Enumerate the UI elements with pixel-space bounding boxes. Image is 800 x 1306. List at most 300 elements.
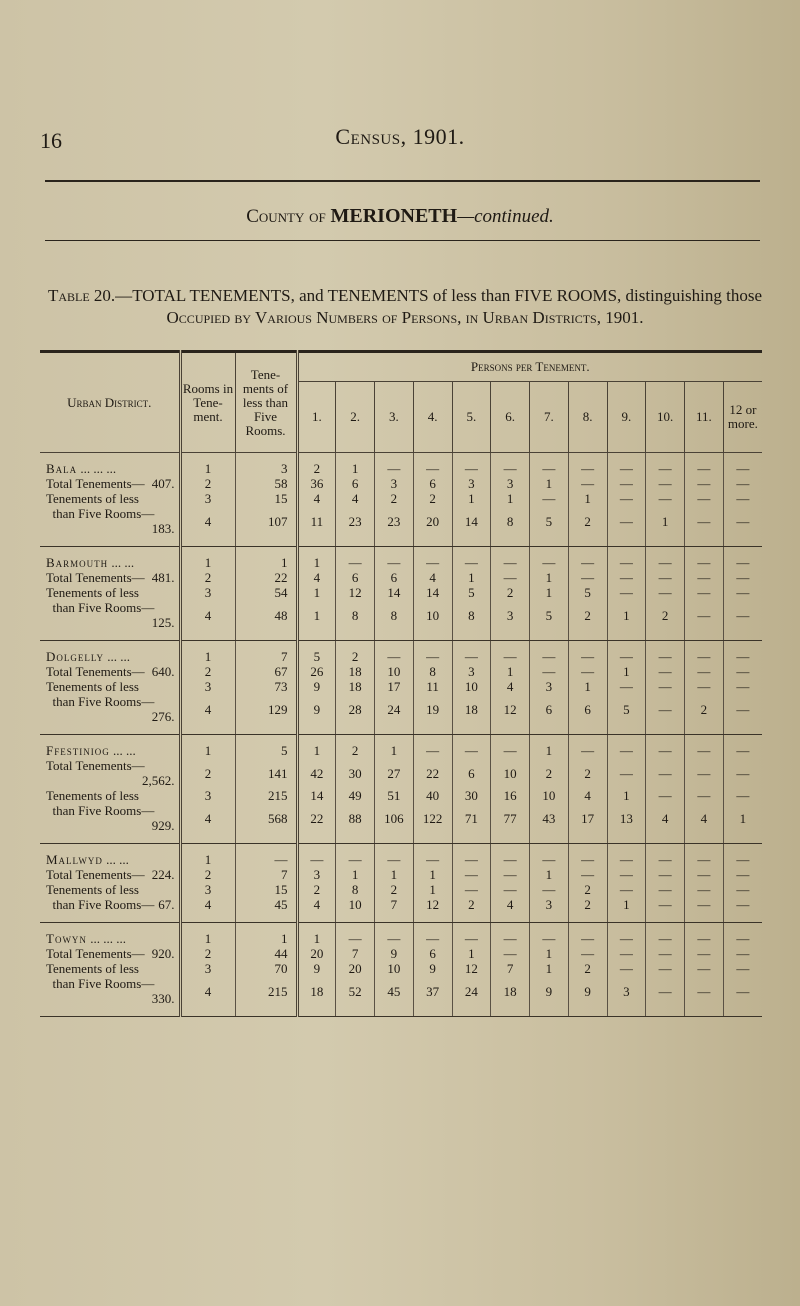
county-prefix: County of bbox=[246, 206, 326, 227]
persons-cell: 52 bbox=[336, 976, 375, 1017]
district-cell bbox=[40, 735, 180, 759]
persons-cell: 40 bbox=[413, 788, 452, 803]
header-persons-11: 11. bbox=[685, 382, 724, 453]
tenements-cell: 107 bbox=[235, 506, 297, 547]
rooms-cell: 3 bbox=[180, 679, 235, 694]
persons-cell: — bbox=[646, 961, 685, 976]
persons-cell: 1 bbox=[413, 882, 452, 897]
persons-cell: 8 bbox=[336, 600, 375, 641]
persons-cell: 1 bbox=[723, 803, 762, 844]
leader-dots: ... ... bbox=[106, 852, 129, 867]
persons-cell: 1 bbox=[607, 664, 646, 679]
less-label: Tenements of less bbox=[46, 585, 139, 600]
district-cell bbox=[40, 641, 180, 665]
table-row bbox=[40, 585, 762, 600]
persons-cell: — bbox=[530, 923, 569, 947]
header-persons-7: 7. bbox=[530, 382, 569, 453]
persons-cell: 8 bbox=[413, 664, 452, 679]
tenements-cell: 22 bbox=[235, 570, 297, 585]
persons-cell: — bbox=[336, 547, 375, 571]
rooms-cell: 3 bbox=[180, 788, 235, 803]
rooms-cell: 4 bbox=[180, 803, 235, 844]
less-than-five-total: 183. bbox=[151, 521, 175, 536]
persons-cell: 88 bbox=[336, 803, 375, 844]
district-cell bbox=[40, 976, 180, 1017]
persons-cell: 1 bbox=[607, 788, 646, 803]
persons-cell: 1 bbox=[297, 735, 336, 759]
persons-cell: — bbox=[646, 679, 685, 694]
persons-cell: 2 bbox=[568, 758, 607, 788]
persons-cell: — bbox=[685, 641, 724, 665]
persons-cell: 4 bbox=[297, 570, 336, 585]
county-name: MERIONETH bbox=[330, 205, 458, 227]
persons-cell: 11 bbox=[413, 679, 452, 694]
header-persons-10: 10. bbox=[646, 382, 685, 453]
persons-cell: 1 bbox=[413, 867, 452, 882]
persons-cell: — bbox=[491, 453, 530, 477]
persons-cell: 20 bbox=[413, 506, 452, 547]
persons-cell: 2 bbox=[452, 897, 491, 923]
persons-cell: — bbox=[646, 476, 685, 491]
persons-cell: — bbox=[685, 897, 724, 923]
persons-cell: 9 bbox=[297, 679, 336, 694]
district-cell bbox=[40, 694, 180, 735]
persons-cell: 2 bbox=[491, 585, 530, 600]
persons-cell: 4 bbox=[297, 491, 336, 506]
persons-cell: — bbox=[530, 491, 569, 506]
persons-cell: — bbox=[646, 923, 685, 947]
persons-cell: — bbox=[452, 923, 491, 947]
table-row bbox=[40, 882, 762, 897]
persons-cell: 30 bbox=[452, 788, 491, 803]
persons-cell: — bbox=[685, 844, 724, 868]
district-cell bbox=[40, 506, 180, 547]
district-cell bbox=[40, 758, 180, 788]
persons-cell: — bbox=[646, 735, 685, 759]
persons-cell: 122 bbox=[413, 803, 452, 844]
persons-cell: — bbox=[723, 976, 762, 1017]
persons-cell: 1 bbox=[375, 735, 414, 759]
persons-cell: — bbox=[646, 453, 685, 477]
persons-cell: — bbox=[568, 923, 607, 947]
header-persons-5: 5. bbox=[452, 382, 491, 453]
persons-cell: — bbox=[646, 641, 685, 665]
persons-cell: 12 bbox=[491, 694, 530, 735]
persons-cell: — bbox=[685, 923, 724, 947]
persons-cell: 1 bbox=[646, 506, 685, 547]
persons-cell: 1 bbox=[568, 679, 607, 694]
persons-cell: 18 bbox=[297, 976, 336, 1017]
persons-cell: 13 bbox=[607, 803, 646, 844]
persons-cell: — bbox=[491, 570, 530, 585]
table-row bbox=[40, 923, 762, 947]
tenements-cell: 141 bbox=[235, 758, 297, 788]
less-label: than Five Rooms— bbox=[52, 803, 155, 818]
header-tenements: Tene-ments of less than Five Rooms. bbox=[235, 352, 297, 453]
persons-cell: — bbox=[646, 788, 685, 803]
table-row bbox=[40, 803, 762, 844]
table-row bbox=[40, 506, 762, 547]
persons-cell: 14 bbox=[375, 585, 414, 600]
table-row bbox=[40, 694, 762, 735]
persons-cell: 8 bbox=[336, 882, 375, 897]
district-name: Ffestiniog bbox=[46, 743, 110, 758]
district-cell bbox=[40, 570, 180, 585]
persons-cell: — bbox=[646, 946, 685, 961]
persons-cell: 2 bbox=[568, 882, 607, 897]
total-label: Total Tenements— bbox=[46, 570, 145, 585]
persons-cell: — bbox=[413, 641, 452, 665]
persons-cell: — bbox=[685, 476, 724, 491]
persons-cell: 3 bbox=[452, 664, 491, 679]
tenements-cell: 7 bbox=[235, 867, 297, 882]
persons-cell: — bbox=[723, 923, 762, 947]
persons-cell: 2 bbox=[375, 491, 414, 506]
persons-cell: — bbox=[685, 735, 724, 759]
persons-cell: 20 bbox=[336, 961, 375, 976]
persons-cell: 4 bbox=[297, 897, 336, 923]
persons-cell: — bbox=[607, 735, 646, 759]
table-row bbox=[40, 961, 762, 976]
district-cell bbox=[40, 803, 180, 844]
tenements-cell: 15 bbox=[235, 882, 297, 897]
persons-cell: — bbox=[336, 844, 375, 868]
persons-cell: 49 bbox=[336, 788, 375, 803]
persons-cell: 14 bbox=[297, 788, 336, 803]
persons-cell: — bbox=[685, 506, 724, 547]
persons-cell: — bbox=[452, 547, 491, 571]
persons-cell: — bbox=[530, 547, 569, 571]
persons-cell: — bbox=[723, 961, 762, 976]
table-row bbox=[40, 897, 762, 923]
page-number: 16 bbox=[40, 128, 62, 153]
tenements-table bbox=[40, 350, 762, 1017]
total-tenements: 224. bbox=[151, 867, 175, 882]
persons-cell: 18 bbox=[336, 679, 375, 694]
persons-cell: — bbox=[723, 735, 762, 759]
persons-cell: — bbox=[685, 946, 724, 961]
persons-cell: 6 bbox=[413, 946, 452, 961]
persons-cell: — bbox=[685, 758, 724, 788]
persons-cell: 26 bbox=[297, 664, 336, 679]
district-cell bbox=[40, 923, 180, 947]
persons-cell: 22 bbox=[297, 803, 336, 844]
persons-cell: — bbox=[413, 735, 452, 759]
persons-cell: 1 bbox=[530, 735, 569, 759]
persons-cell: 1 bbox=[297, 600, 336, 641]
tenements-cell: 70 bbox=[235, 961, 297, 976]
persons-cell: 24 bbox=[375, 694, 414, 735]
persons-cell: 2 bbox=[568, 897, 607, 923]
persons-cell: — bbox=[723, 694, 762, 735]
persons-cell: 10 bbox=[452, 679, 491, 694]
persons-cell: 23 bbox=[336, 506, 375, 547]
persons-cell: — bbox=[723, 600, 762, 641]
district-cell bbox=[40, 491, 180, 506]
total-tenements: 407. bbox=[151, 476, 175, 491]
running-head: Census, 1901. bbox=[335, 124, 465, 149]
header-persons-4: 4. bbox=[413, 382, 452, 453]
table-title bbox=[40, 285, 770, 329]
persons-cell: — bbox=[375, 453, 414, 477]
persons-cell: 4 bbox=[646, 803, 685, 844]
rooms-cell: 1 bbox=[180, 641, 235, 665]
persons-cell: — bbox=[685, 664, 724, 679]
persons-cell: 9 bbox=[297, 694, 336, 735]
persons-cell: — bbox=[568, 570, 607, 585]
table-row bbox=[40, 679, 762, 694]
persons-cell: 1 bbox=[530, 946, 569, 961]
district-name: Dolgelly bbox=[46, 649, 104, 664]
persons-cell: 2 bbox=[530, 758, 569, 788]
leader-dots: ... ... ... bbox=[90, 931, 126, 946]
persons-cell: — bbox=[607, 946, 646, 961]
persons-cell: 8 bbox=[452, 600, 491, 641]
persons-cell: 10 bbox=[375, 664, 414, 679]
persons-cell: — bbox=[607, 844, 646, 868]
table-title-line-1: TOTAL TENEMENTS, and TENEMENTS of less than FIVE ROOMS, distinguishing those bbox=[132, 286, 763, 305]
persons-cell: — bbox=[413, 547, 452, 571]
persons-cell: 43 bbox=[530, 803, 569, 844]
persons-cell: 6 bbox=[452, 758, 491, 788]
district-cell bbox=[40, 664, 180, 679]
persons-cell: — bbox=[607, 641, 646, 665]
persons-cell: 3 bbox=[297, 867, 336, 882]
persons-cell: 1 bbox=[530, 867, 569, 882]
header-persons: Persons per Tenement. bbox=[297, 352, 762, 382]
persons-cell: — bbox=[452, 882, 491, 897]
persons-cell: 3 bbox=[491, 600, 530, 641]
persons-cell: — bbox=[723, 867, 762, 882]
persons-cell: 36 bbox=[297, 476, 336, 491]
persons-cell: — bbox=[685, 679, 724, 694]
persons-cell: 12 bbox=[452, 961, 491, 976]
rooms-cell: 3 bbox=[180, 961, 235, 976]
persons-cell: — bbox=[723, 641, 762, 665]
persons-cell: — bbox=[646, 758, 685, 788]
tenements-cell: 48 bbox=[235, 600, 297, 641]
persons-cell: 6 bbox=[530, 694, 569, 735]
persons-cell: — bbox=[607, 867, 646, 882]
persons-cell: 1 bbox=[530, 961, 569, 976]
persons-cell: — bbox=[723, 844, 762, 868]
persons-cell: — bbox=[723, 491, 762, 506]
persons-cell: — bbox=[646, 585, 685, 600]
persons-cell: — bbox=[375, 923, 414, 947]
persons-cell: 4 bbox=[413, 570, 452, 585]
persons-cell: 1 bbox=[491, 491, 530, 506]
persons-cell: — bbox=[607, 679, 646, 694]
persons-cell: 2 bbox=[568, 600, 607, 641]
persons-cell: — bbox=[685, 570, 724, 585]
persons-cell: — bbox=[646, 491, 685, 506]
persons-cell: 5 bbox=[530, 506, 569, 547]
persons-cell: 3 bbox=[375, 476, 414, 491]
persons-cell: — bbox=[723, 453, 762, 477]
persons-cell: 2 bbox=[568, 961, 607, 976]
header-persons-3: 3. bbox=[375, 382, 414, 453]
persons-cell: 22 bbox=[413, 758, 452, 788]
persons-cell: — bbox=[723, 679, 762, 694]
persons-cell: 71 bbox=[452, 803, 491, 844]
rooms-cell: 3 bbox=[180, 491, 235, 506]
persons-cell: — bbox=[646, 976, 685, 1017]
less-label: than Five Rooms— bbox=[52, 694, 155, 709]
persons-cell: 20 bbox=[297, 946, 336, 961]
district-cell bbox=[40, 585, 180, 600]
persons-cell: 3 bbox=[607, 976, 646, 1017]
persons-cell: 106 bbox=[375, 803, 414, 844]
persons-cell: 77 bbox=[491, 803, 530, 844]
header-rooms: Rooms in Tene-ment. bbox=[180, 352, 235, 453]
persons-cell: — bbox=[607, 570, 646, 585]
less-than-five-total: 125. bbox=[151, 615, 175, 630]
district-cell bbox=[40, 476, 180, 491]
district-cell bbox=[40, 600, 180, 641]
persons-cell: — bbox=[646, 867, 685, 882]
persons-cell: — bbox=[491, 882, 530, 897]
persons-cell: — bbox=[491, 735, 530, 759]
rooms-cell: 1 bbox=[180, 844, 235, 868]
persons-cell: — bbox=[685, 867, 724, 882]
header-persons-6: 6. bbox=[491, 382, 530, 453]
persons-cell: 9 bbox=[568, 976, 607, 1017]
persons-cell: — bbox=[375, 641, 414, 665]
persons-cell: 14 bbox=[452, 506, 491, 547]
tenements-cell: 5 bbox=[235, 735, 297, 759]
persons-cell: — bbox=[685, 882, 724, 897]
less-label: Tenements of less bbox=[46, 788, 139, 803]
rooms-cell: 2 bbox=[180, 570, 235, 585]
persons-cell: 1 bbox=[530, 476, 569, 491]
persons-cell: — bbox=[568, 844, 607, 868]
persons-cell: 3 bbox=[452, 476, 491, 491]
rooms-cell: 2 bbox=[180, 867, 235, 882]
persons-cell: 6 bbox=[336, 476, 375, 491]
persons-cell: — bbox=[530, 882, 569, 897]
persons-cell: — bbox=[723, 506, 762, 547]
persons-cell: 2 bbox=[336, 641, 375, 665]
persons-cell: — bbox=[646, 897, 685, 923]
table-row bbox=[40, 735, 762, 759]
table-row bbox=[40, 976, 762, 1017]
persons-cell: — bbox=[646, 844, 685, 868]
persons-cell: — bbox=[375, 844, 414, 868]
persons-cell: — bbox=[607, 923, 646, 947]
persons-cell: 7 bbox=[375, 897, 414, 923]
persons-cell: 1 bbox=[297, 547, 336, 571]
rooms-cell: 1 bbox=[180, 923, 235, 947]
persons-cell: — bbox=[723, 897, 762, 923]
district-cell bbox=[40, 453, 180, 477]
persons-cell: 4 bbox=[685, 803, 724, 844]
persons-cell: 2 bbox=[336, 735, 375, 759]
persons-cell: — bbox=[723, 476, 762, 491]
district-cell bbox=[40, 844, 180, 868]
total-label: Total Tenements— bbox=[46, 946, 145, 961]
leader-dots: ... ... bbox=[112, 743, 136, 758]
persons-cell: 7 bbox=[336, 946, 375, 961]
rooms-cell: 2 bbox=[180, 946, 235, 961]
district-cell bbox=[40, 946, 180, 961]
persons-cell: 1 bbox=[452, 570, 491, 585]
tenements-cell: 44 bbox=[235, 946, 297, 961]
district-cell bbox=[40, 788, 180, 803]
persons-cell: 11 bbox=[297, 506, 336, 547]
persons-cell: 30 bbox=[336, 758, 375, 788]
county-heading bbox=[0, 205, 800, 228]
persons-cell: — bbox=[568, 946, 607, 961]
persons-cell: — bbox=[491, 844, 530, 868]
total-label: Total Tenements— bbox=[46, 867, 145, 882]
persons-cell: 19 bbox=[413, 694, 452, 735]
tenements-cell: 129 bbox=[235, 694, 297, 735]
persons-cell: — bbox=[452, 735, 491, 759]
persons-cell: 2 bbox=[413, 491, 452, 506]
persons-cell: 14 bbox=[413, 585, 452, 600]
persons-cell: 9 bbox=[530, 976, 569, 1017]
tenements-cell: 215 bbox=[235, 788, 297, 803]
rooms-cell: 2 bbox=[180, 664, 235, 679]
district-cell bbox=[40, 897, 180, 923]
persons-cell: — bbox=[568, 664, 607, 679]
tenements-cell: 1 bbox=[235, 547, 297, 571]
district-cell bbox=[40, 882, 180, 897]
persons-cell: — bbox=[491, 946, 530, 961]
table-row bbox=[40, 867, 762, 882]
persons-cell: 4 bbox=[491, 897, 530, 923]
persons-cell: — bbox=[413, 923, 452, 947]
less-label: than Five Rooms— bbox=[52, 506, 155, 521]
persons-cell: — bbox=[646, 664, 685, 679]
persons-cell: — bbox=[685, 600, 724, 641]
less-than-five-total: 929. bbox=[151, 818, 175, 833]
persons-cell: — bbox=[413, 844, 452, 868]
persons-cell: 1 bbox=[530, 585, 569, 600]
rooms-cell: 4 bbox=[180, 694, 235, 735]
tenements-cell: 568 bbox=[235, 803, 297, 844]
less-than-five-total: 276. bbox=[151, 709, 175, 724]
persons-cell: — bbox=[452, 453, 491, 477]
persons-cell: — bbox=[723, 758, 762, 788]
county-suffix: —continued. bbox=[457, 206, 554, 227]
persons-cell: 5 bbox=[530, 600, 569, 641]
persons-cell: — bbox=[568, 867, 607, 882]
persons-cell: 27 bbox=[375, 758, 414, 788]
persons-cell: 6 bbox=[375, 570, 414, 585]
persons-cell: 1 bbox=[491, 664, 530, 679]
persons-cell: — bbox=[607, 506, 646, 547]
persons-cell: — bbox=[568, 476, 607, 491]
tenements-cell: 15 bbox=[235, 491, 297, 506]
persons-cell: — bbox=[607, 476, 646, 491]
persons-cell: 1 bbox=[452, 491, 491, 506]
persons-cell: 2 bbox=[297, 453, 336, 477]
persons-cell: — bbox=[685, 547, 724, 571]
persons-cell: 1 bbox=[452, 946, 491, 961]
district-cell bbox=[40, 961, 180, 976]
less-label: than Five Rooms— bbox=[52, 897, 155, 912]
rooms-cell: 1 bbox=[180, 735, 235, 759]
tenements-cell: 45 bbox=[235, 897, 297, 923]
persons-cell: — bbox=[607, 585, 646, 600]
persons-cell: — bbox=[646, 547, 685, 571]
persons-cell: 17 bbox=[568, 803, 607, 844]
persons-cell: 23 bbox=[375, 506, 414, 547]
persons-cell: 1 bbox=[607, 600, 646, 641]
persons-cell: — bbox=[646, 694, 685, 735]
persons-cell: 24 bbox=[452, 976, 491, 1017]
